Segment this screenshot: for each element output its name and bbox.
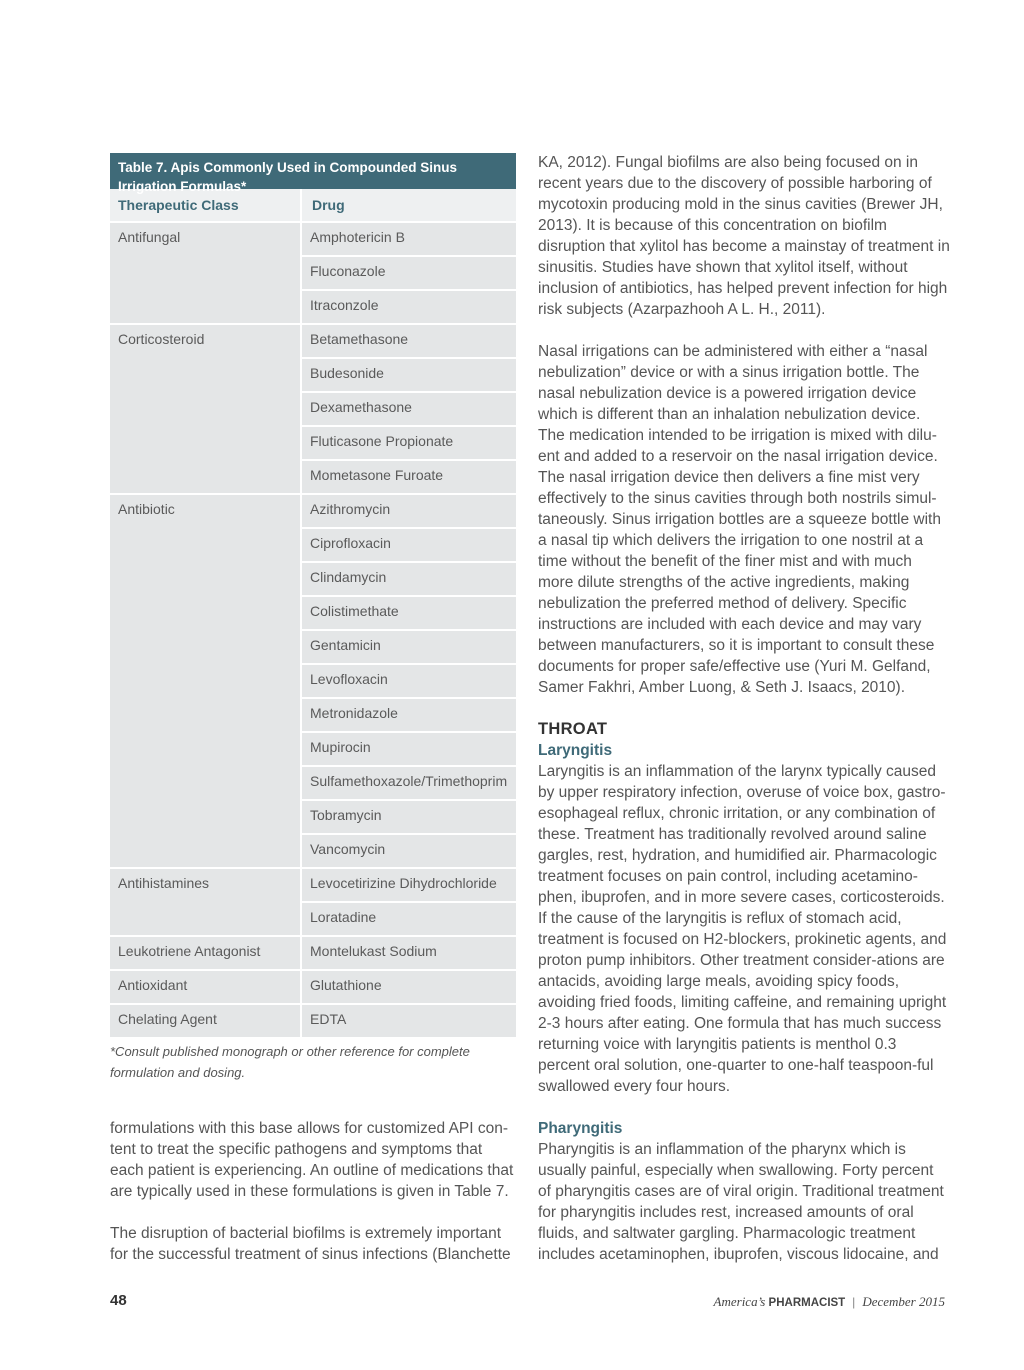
paragraph: Pharyngitis is an inflammation of the pharynx which is usually painful, especially when swallowing. Forty percent of pharyngitis cases are of viral origin. Traditional treatment for pharyngitis includes rest, increased amounts of oral fluids, and saltwater gargling. Pharmacologic treatment includes acetaminophen, ibuprofen, viscous lidocaine, and <box>538 1141 944 1263</box>
table-group <box>110 937 516 971</box>
section-heading-throat: THROAT <box>538 720 608 738</box>
table-body <box>110 223 516 1039</box>
drug-list <box>300 971 516 1005</box>
drug-cell: Amphotericin B <box>300 223 516 257</box>
drug-cell: Azithromycin <box>300 495 516 529</box>
magazine-prefix: America’s <box>713 1294 766 1309</box>
drug-cell: Clindamycin <box>300 563 516 597</box>
therapeutic-class-cell: Antifungal <box>110 223 300 325</box>
drug-list <box>300 325 516 495</box>
drug-list <box>300 223 516 325</box>
left-column-text <box>110 1118 520 1265</box>
therapeutic-class-cell: Antioxidant <box>110 971 300 1005</box>
drug-cell: Metronidazole <box>300 699 516 733</box>
table-footnote: *Consult published monograph or other reference for complete formulation and dosing. <box>110 1044 470 1080</box>
drug-cell: Mometasone Furoate <box>300 461 516 495</box>
drug-cell: Loratadine <box>300 903 516 937</box>
table-group <box>110 869 516 937</box>
drug-cell: Itraconzole <box>300 291 516 325</box>
column-header-drug: Drug <box>300 189 516 221</box>
drug-cell: Glutathione <box>300 971 516 1005</box>
therapeutic-class-cell: Antihistamines <box>110 869 300 937</box>
drug-cell: Fluconazole <box>300 257 516 291</box>
drug-cell: Montelukast Sodium <box>300 937 516 971</box>
issue-date: December 2015 <box>862 1294 945 1309</box>
drug-list <box>300 1005 516 1039</box>
drug-cell: Sulfamethoxazole/Trimethoprim <box>300 767 516 801</box>
drug-list <box>300 937 516 971</box>
drug-cell: Dexamethasone <box>300 393 516 427</box>
drug-cell: Levofloxacin <box>300 665 516 699</box>
footer-separator: | <box>852 1294 856 1309</box>
drug-cell: Mupirocin <box>300 733 516 767</box>
subheading-pharyngitis: Pharyngitis <box>538 1120 623 1137</box>
table-7 <box>110 153 516 1083</box>
subheading-laryngitis: Laryngitis <box>538 742 613 759</box>
drug-cell: Gentamicin <box>300 631 516 665</box>
paragraph: The disruption of bacterial biofilms is extremely important for the successful treatment of sinus infections (Blanchette <box>110 1225 511 1263</box>
table-group <box>110 1005 516 1039</box>
drug-cell: Tobramycin <box>300 801 516 835</box>
table-group <box>110 325 516 495</box>
table-group <box>110 495 516 869</box>
column-header-therapeutic-class: Therapeutic Class <box>118 197 239 213</box>
paragraph: Laryngitis is an inflammation of the larynx typically caused by upper respiratory infection, overuse of voice box, gastro-esophageal reflux, chronic irritation, or any combination of these. Treatment has traditionally revolved around saline gargles, rest, hydration, and humidified air. Pharmacologic treatment focuses on pain control, including acetamino-phen, ibuprofen, and in more severe cases, corticosteroids. If the cause of the laryngitis is reflux of stomach acid, treatment is focused on H2-blockers, prokinetic agents, and proton pump inhibitors. Other treatment consider-ations are antacids, avoiding large meals, avoiding spicy foods, avoiding fried foods, limiting caffeine, and remaining upright 2-3 hours after eating. One formula that has much success returning voice with laryngitis patients is menthol 0.3 percent oral solution, one-quarter to one-half teaspoon-ful swallowed every four hours. <box>538 763 947 1095</box>
therapeutic-class-cell: Corticosteroid <box>110 325 300 495</box>
paragraph: Nasal irrigations can be administered with either a “nasal nebulization” device or with a sinus irrigation bottle. The nasal nebulization device is a powered irrigation device which is different than an inhalation nebulization device. The medication intended to be irrigation is mixed with dilu-ent and added to a reservoir on the nasal irrigation device. The nasal irrigation device then delivers a fine mist very effectively to the sinus cavities through both nostrils simul-taneously. Sinus irrigation bottles are a squeeze bottle with a nasal tip which delivers the irrigation to one nostril at a time without the benefit of the finer mist and with much more dilute strengths of the active ingredients, making nebulization the preferred method of delivery. Specific instructions are included with each device and may vary between manufacturers, so it is important to consult these documents for proper safe/effective use (Yuri M. Gelfand, Samer Fakhri, Amber Luong, & Seth J. Isaacs, 2010). <box>538 343 941 696</box>
running-footer <box>714 1294 945 1310</box>
table-title: Table 7. Apis Commonly Used in Compounded Sinus Irrigation Formulas* <box>110 153 516 189</box>
table-group <box>110 971 516 1005</box>
therapeutic-class-cell: Antibiotic <box>110 495 300 869</box>
table-group <box>110 223 516 325</box>
page-number: 48 <box>110 1292 127 1309</box>
drug-list <box>300 869 516 937</box>
therapeutic-class-cell: Leukotriene Antagonist <box>110 937 300 971</box>
drug-cell: Colistimethate <box>300 597 516 631</box>
therapeutic-class-cell: Chelating Agent <box>110 1005 300 1039</box>
drug-cell: Levocetirizine Dihydrochloride <box>300 869 516 903</box>
paragraph: formulations with this base allows for customized API con-tent to treat the specific pathogens and symptoms that each patient is experiencing. An outline of medications that are typically used in these formulations is given in Table 7. <box>110 1120 514 1200</box>
paragraph: KA, 2012). Fungal biofilms are also being focused on in recent years due to the discovery of possible harboring of mycotoxin producing mold in the sinus cavities (Brewer JH, 2013). It is because of this concentration on biofilm disruption that xylitol has become a mainstay of treatment in sinusitis. Studies have shown that xylitol itself, without inclusion of antibiotics, has helped prevent infection for high risk subjects (Azarpazhooh A L. H., 2011). <box>538 154 950 318</box>
magazine-brand: PHARMACIST <box>768 1297 846 1309</box>
drug-cell: Betamethasone <box>300 325 516 359</box>
drug-cell: Ciprofloxacin <box>300 529 516 563</box>
drug-cell: Budesonide <box>300 359 516 393</box>
drug-list <box>300 495 516 869</box>
drug-cell: Vancomycin <box>300 835 516 869</box>
drug-cell: EDTA <box>300 1005 516 1039</box>
right-column-text <box>538 152 950 1265</box>
table-header-row <box>110 189 516 223</box>
drug-cell: Fluticasone Propionate <box>300 427 516 461</box>
